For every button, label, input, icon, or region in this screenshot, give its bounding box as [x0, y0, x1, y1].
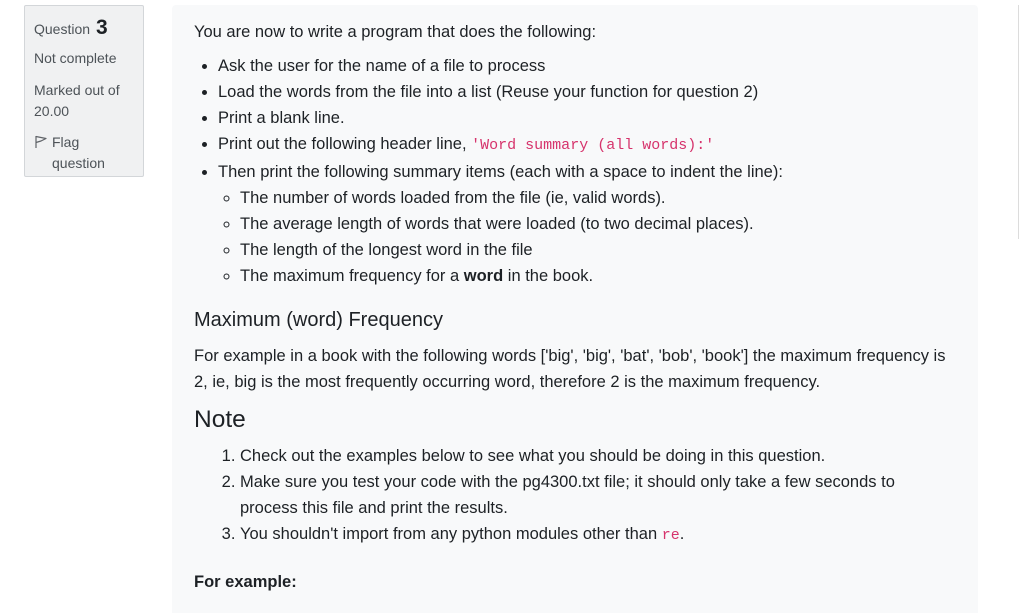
notes-list: [194, 443, 956, 549]
step-item: • Print out the following header line, 'Word summary (all words):': [218, 131, 956, 159]
question-info-panel: [24, 5, 144, 177]
note-item: 3. You shouldn't import from any python modules other than re.: [240, 521, 956, 549]
flag-question-label: Flag question: [52, 134, 105, 171]
step-item: • Then print the following summary items (each with a space to indent the line): ◦ The number of words loaded from the file (ie, valid words). ◦ The average length of words that were loaded (to two decimal places). ◦ The length of the longest word in the file ◦ The maximum frequency for a word in the book.: [218, 159, 956, 289]
for-example-label: For example:: [194, 573, 297, 591]
header-line-code: 'Word summary (all words):': [471, 137, 715, 154]
scrollbar[interactable]: [1018, 5, 1024, 239]
step-item: • Load the words from the file into a list (Reuse your function for question 2): [218, 79, 956, 105]
summary-items-list: [218, 185, 956, 289]
step-item: • Print a blank line.: [218, 105, 956, 131]
question-number-value: 3: [96, 16, 108, 39]
section-text: For example in a book with the following words ['big', 'big', 'bat', 'bob', 'book'] the maximum frequency is 2, ie, big is the most frequently occurring word, therefore 2 is the maximum frequency.: [194, 347, 946, 391]
intro-text: You are now to write a program that does the following:: [194, 23, 597, 41]
bold-word: word: [463, 267, 504, 285]
step-item: • Ask the user for the name of a file to process: [218, 53, 956, 79]
question-state: Not complete: [34, 50, 117, 66]
flag-question-link[interactable]: [34, 132, 134, 174]
summary-item: ◦ The average length of words that were loaded (to two decimal places).: [240, 211, 956, 237]
module-code: re: [661, 527, 680, 544]
question-number: [34, 16, 134, 40]
section-heading: Maximum (word) Frequency: [194, 309, 443, 331]
steps-list: [194, 53, 956, 289]
question-grade: Marked out of 20.00: [34, 82, 120, 119]
flag-icon: [34, 135, 48, 149]
note-item: 1. Check out the examples below to see what you should be doing in this question.: [240, 443, 956, 469]
summary-item: ◦ The number of words loaded from the file (ie, valid words).: [240, 185, 956, 211]
summary-item: ◦ The length of the longest word in the file: [240, 237, 956, 263]
note-heading: Note: [194, 406, 246, 433]
question-text: [172, 5, 978, 613]
note-item: 2. Make sure you test your code with the pg4300.txt file; it should only take a few seconds to process this file and print the results.: [240, 469, 956, 521]
summary-item: ◦ The maximum frequency for a word in the book.: [240, 263, 956, 289]
question-label: Question: [34, 21, 91, 37]
